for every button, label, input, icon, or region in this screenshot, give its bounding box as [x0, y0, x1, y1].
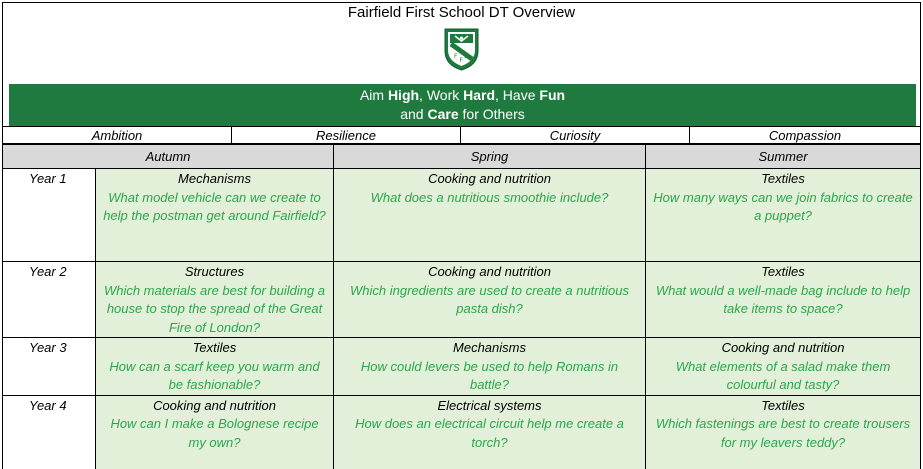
- topic-cell: [646, 395, 921, 469]
- values-row: [3, 127, 921, 144]
- topic-question: How can a scarf keep you warm and be fashionable?: [109, 358, 320, 392]
- topic-cell: [96, 338, 334, 396]
- topic-cell: [646, 262, 921, 338]
- topic-question: Which fastenings are best to create trousers for my leavers teddy?: [655, 416, 911, 450]
- motto-banner: [9, 84, 916, 126]
- motto-emphasis: Fun: [539, 87, 566, 103]
- table-row: [3, 395, 921, 469]
- year-label: Year 1: [3, 169, 96, 262]
- topic-title: Cooking and nutrition: [428, 171, 551, 186]
- motto-emphasis: High: [387, 87, 420, 103]
- table-row: [3, 262, 921, 338]
- topic-title: Textiles: [761, 171, 805, 186]
- topic-title: Electrical systems: [437, 397, 542, 413]
- motto-emphasis: Hard: [463, 87, 496, 103]
- motto-line-2: [9, 105, 916, 124]
- topic-cell: [96, 395, 334, 469]
- topic-title: Cooking and nutrition: [428, 264, 551, 279]
- topic-cell: [646, 338, 921, 396]
- topic-question: What would a well-made bag include to help take items to space?: [655, 282, 911, 316]
- topic-question: What elements of a salad make them colourful and tasty?: [675, 358, 891, 392]
- topic-title: Mechanisms: [178, 171, 251, 186]
- topic-title: Structures: [184, 264, 245, 279]
- table-row: [3, 169, 921, 262]
- year-label: Year 4: [3, 395, 96, 469]
- topic-title: Textiles: [761, 264, 805, 279]
- page-title: Fairfield First School DT Overview: [347, 4, 576, 21]
- motto-text: for Others: [458, 106, 525, 122]
- term-header-row: [3, 145, 921, 169]
- topic-question: What model vehicle can we create to help the postman get around Fairfield?: [103, 189, 326, 223]
- table-row: [3, 338, 921, 396]
- topic-cell: [96, 169, 334, 262]
- topic-cell: [96, 262, 334, 338]
- curriculum-table: [2, 144, 921, 469]
- year-label: Year 3: [3, 338, 96, 396]
- topic-cell: [334, 338, 646, 396]
- motto-emphasis: Care: [427, 106, 459, 122]
- svg-text:S: S: [464, 53, 468, 60]
- year-label: Year 2: [3, 262, 96, 338]
- value-cell: Compassion: [690, 127, 921, 144]
- value-cell: Ambition: [3, 127, 232, 144]
- topic-cell: [334, 262, 646, 338]
- motto-text: , Work: [419, 87, 464, 103]
- topic-question: How can I make a Bolognese recipe my own?: [110, 416, 319, 450]
- topic-title: Textiles: [761, 397, 805, 413]
- school-crest-logo: [443, 27, 480, 71]
- topic-title: Textiles: [192, 340, 237, 355]
- motto-text: and: [400, 106, 428, 122]
- value-cell: Curiosity: [461, 127, 690, 144]
- motto-text: , Have: [495, 87, 540, 103]
- topic-cell: [334, 395, 646, 469]
- topic-question: Which materials are best for building a house to stop the spread of the Great Fire of London?: [103, 282, 326, 335]
- topic-question: What does a nutritious smoothie include?: [370, 189, 609, 205]
- topic-cell: [334, 169, 646, 262]
- svg-text:F: F: [459, 57, 463, 64]
- topic-title: Mechanisms: [453, 340, 526, 355]
- topic-title: Cooking and nutrition: [721, 340, 845, 355]
- topic-question: How many ways can we join fabrics to create a puppet?: [653, 189, 913, 223]
- term-header: Spring: [334, 145, 646, 169]
- topic-question: How does an electrical circuit help me create a torch?: [355, 416, 624, 450]
- term-header: Autumn: [3, 145, 334, 169]
- value-cell: Resilience: [232, 127, 461, 144]
- values-table: [2, 126, 921, 144]
- term-header: Summer: [646, 145, 921, 169]
- topic-question: Which ingredients are used to create a nutritious pasta dish?: [350, 282, 629, 316]
- motto-text: Aim: [359, 87, 388, 103]
- topic-title: Cooking and nutrition: [153, 397, 276, 413]
- motto-line-1: [9, 86, 916, 105]
- topic-question: How could levers be used to help Romans in battle?: [360, 358, 619, 392]
- topic-cell: [646, 169, 921, 262]
- svg-text:F: F: [454, 53, 458, 60]
